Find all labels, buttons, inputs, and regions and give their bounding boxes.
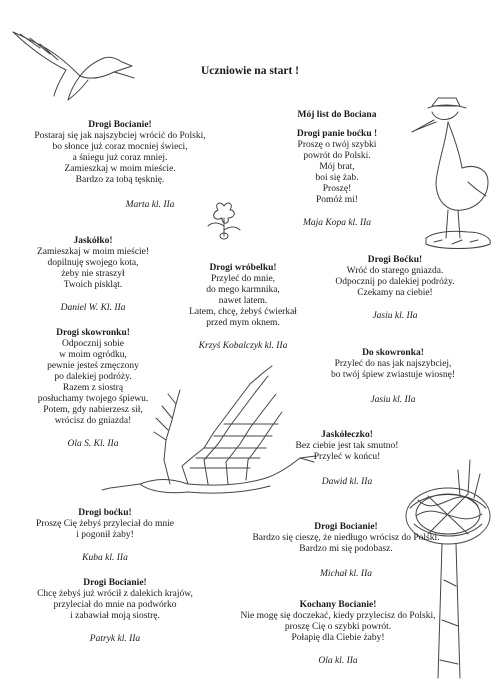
letter-jaskolko bbox=[18, 236, 168, 314]
letter-line: bo twój śpiew zwiastuje wiosnę! bbox=[330, 370, 455, 380]
letter-line: do mego karmnika, bbox=[206, 285, 280, 295]
letter-line: Proszę Cię żebyś przyleciał do mnie bbox=[36, 519, 174, 529]
letter-line: wrócisz do gniazda! bbox=[54, 416, 132, 426]
letter-line: Przyleć w końcu! bbox=[313, 452, 381, 462]
letter-line: posłuchamy twojego śpiewu. bbox=[37, 394, 149, 404]
letter-signature: Maja Kopa kl. IIa bbox=[302, 218, 372, 228]
letter-line: przyleciał do mnie na podwórko bbox=[53, 600, 177, 610]
letter-line: Przyleć do nas jak najszybciej, bbox=[334, 359, 452, 369]
letter-heading: Drogi Bocianie! bbox=[83, 578, 147, 588]
letter-signature: Patryk kl. IIa bbox=[89, 634, 141, 644]
letter-heading: Drogi Boćku! bbox=[367, 255, 423, 265]
letter-heading: Jaskółeczko! bbox=[321, 430, 373, 440]
stork-with-hat-sketch-icon bbox=[408, 92, 498, 257]
letter-signature: Ola kl. IIa bbox=[318, 656, 358, 666]
letter-line: Bardzo za tobą tęsknię. bbox=[75, 175, 165, 185]
letter-heading: Drogi skowronku! bbox=[56, 328, 130, 338]
letter-drogi-bocku-2 bbox=[320, 255, 470, 322]
letter-line: po dalekiej podróży. bbox=[54, 372, 132, 382]
letter-line: Bardzo mi się podobasz. bbox=[299, 544, 393, 554]
letter-line: i zabawiał moją siostrę. bbox=[70, 611, 160, 621]
letter-line: przed mym oknem. bbox=[206, 318, 280, 328]
letter-line: Zamieszkaj w moim mieście! bbox=[36, 247, 150, 257]
letter-heading: Jaskółko! bbox=[73, 236, 113, 246]
letter-line: Nie mogę się doczekać, kiedy przylecisz do Polski, bbox=[240, 611, 436, 621]
letter-line: Zamieszkaj w moim mieście. bbox=[64, 164, 176, 174]
swallow-sketch-icon bbox=[10, 22, 140, 102]
letter-kochany-bocianie bbox=[240, 600, 436, 667]
letter-line: Pomóż mi! bbox=[316, 195, 358, 205]
page-title: Uczniowie na start ! bbox=[200, 65, 300, 77]
letter-drogi-bocianie-2 bbox=[15, 578, 215, 645]
letter-signature: Marta kl. IIa bbox=[125, 200, 175, 210]
letter-heading: Kochany Bocianie! bbox=[299, 600, 377, 610]
letter-jaskoleczko bbox=[272, 430, 422, 488]
letter-line: proszę Cię o szybki powrót. bbox=[284, 622, 392, 632]
letter-line: bo słonce już coraz mocniej świeci, bbox=[52, 142, 188, 152]
letter-do-skowronka bbox=[318, 348, 468, 406]
letter-line: i pogonił żaby! bbox=[76, 530, 134, 540]
letter-signature: Dawid kl. IIa bbox=[321, 477, 373, 487]
letter-line: Twoich piskląt. bbox=[63, 280, 123, 290]
letter-drogi-wrobelku bbox=[168, 263, 318, 352]
letter-subheading: Mój list do Bociana bbox=[297, 110, 377, 120]
letter-signature: Daniel W. Kl. IIa bbox=[60, 303, 126, 313]
letter-line: Razem z siostrą bbox=[62, 383, 124, 393]
letter-line: nawet latem. bbox=[218, 296, 268, 306]
letter-line: Bardzo się cieszę, że niedługo wrócisz do Polski. bbox=[252, 533, 440, 543]
letter-line: pewnie jesteś zmęczony bbox=[47, 361, 139, 371]
letter-line: Proszę! bbox=[322, 184, 352, 194]
letter-heading: Drogi Bocianie! bbox=[88, 120, 152, 130]
letter-signature: Michał kl. IIa bbox=[320, 569, 372, 579]
letter-heading: Drogi Bocianie! bbox=[314, 522, 378, 532]
letter-line: Odpocznij po dalekiej podróży. bbox=[335, 277, 455, 287]
letter-line: Potem, gdy nabierzesz sił, bbox=[43, 405, 143, 415]
letter-line: Odpocznij sobie bbox=[61, 339, 124, 349]
letter-signature: Kuba kl. IIa bbox=[82, 553, 128, 563]
letter-line: a śniegu już coraz mniej. bbox=[72, 153, 168, 163]
letter-line: Latem, chcę, żebyś ćwierkał bbox=[189, 307, 297, 317]
letter-signature: Jasiu kl. IIa bbox=[370, 395, 416, 405]
letter-heading: Drogi panie boćku ! bbox=[296, 129, 378, 139]
letter-line: Postaraj się jak najszybciej wrócić do Polski, bbox=[34, 131, 206, 141]
letter-line: żeby nie straszył bbox=[61, 269, 125, 279]
letter-line: Czekamy na ciebie! bbox=[357, 288, 433, 298]
letter-signature: Krzyś Kobalczyk kl. IIa bbox=[198, 341, 288, 351]
letter-line: Proszę o twój szybki bbox=[297, 140, 377, 150]
letter-drogi-bocianie-3 bbox=[248, 522, 444, 580]
letter-signature: Ola S. Kl. IIa bbox=[67, 439, 119, 449]
letter-line: Chcę żebyś już wrócił z dalekich krajów, bbox=[37, 589, 193, 599]
letter-line: Wróć do starego gniazda. bbox=[346, 266, 444, 276]
letter-heading: Drogi boćku! bbox=[78, 508, 132, 518]
letter-line: dopilnuję swojego kota, bbox=[47, 258, 139, 268]
letter-moj-list-do-bociana bbox=[262, 110, 412, 229]
letter-drogi-bocku bbox=[15, 508, 195, 564]
letter-signature: Jasiu kl. IIa bbox=[372, 311, 418, 321]
letter-line: boi się żab. bbox=[315, 173, 359, 183]
letter-line: Bez ciebie jest tak smutno! bbox=[295, 441, 399, 451]
letter-line: Przyleć do mnie, bbox=[210, 274, 276, 284]
letter-line: Połapię dla Ciebie żaby! bbox=[291, 633, 385, 643]
letter-heading: Drogi wróbelku! bbox=[209, 263, 277, 273]
letter-drogi-bocianie-1 bbox=[20, 120, 220, 211]
letter-line: powrót do Polski. bbox=[303, 151, 371, 161]
letter-heading: Do skowronka! bbox=[362, 348, 424, 358]
letter-drogi-skowronku bbox=[18, 328, 168, 450]
letter-line: Mój brat, bbox=[319, 162, 355, 172]
letter-line: w moim ogródku, bbox=[59, 350, 127, 360]
